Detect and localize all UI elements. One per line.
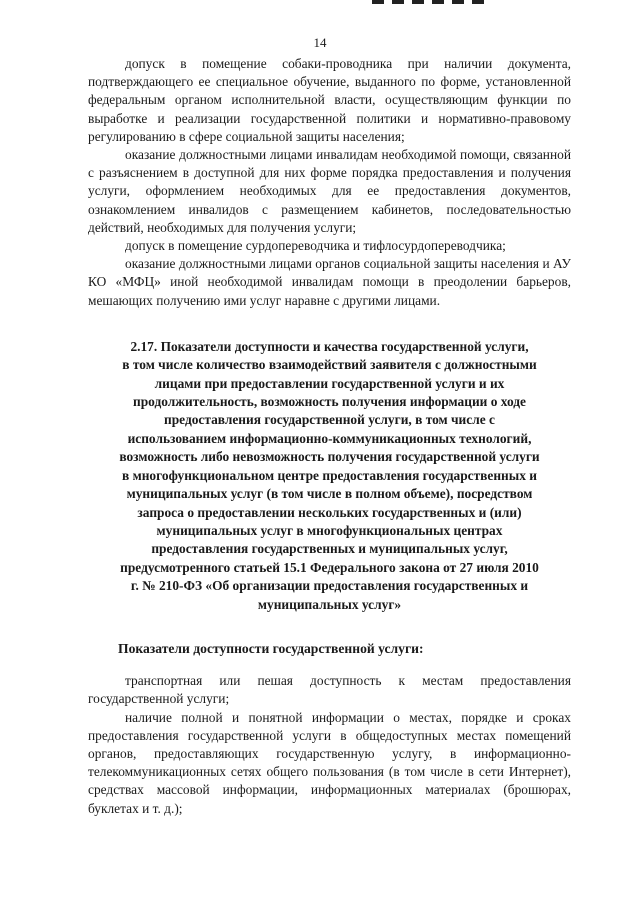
scan-edge-marks [372, 0, 492, 4]
subheading-accessibility-indicators: Показатели доступности государственной услуги: [118, 640, 424, 656]
heading-line: предоставления государственных и муниципальных услуг, [151, 541, 508, 557]
heading-line: предоставления государственной услуги, в том числе с [164, 412, 495, 428]
heading-line: использованием информационно-коммуникационных технологий, [127, 430, 532, 446]
paragraph-sign-interpreter: допуск в помещение сурдопереводчика и тифлосурдопереводчика; [125, 238, 506, 254]
paragraph-official-assistance: оказание должностными лицами инвалидам необходимой помощи, связанной с разъяснением в доступной для них форме порядка предоставления и получения услуги, оформлением необходимых для ее предоставления документов, ознакомлением инвалидов с размещением кабинетов, последовательностью действий, необходимых для получения услуги; [88, 147, 571, 235]
heading-line: запроса о предоставлении нескольких государственных и (или) [137, 504, 522, 520]
heading-line: г. № 210-ФЗ «Об организации предоставления государственных и [130, 578, 529, 594]
heading-line: муниципальных услуг (в том числе в полном объеме), посредством [126, 486, 533, 502]
heading-line: возможность либо невозможность получения государственной услуги [119, 449, 540, 465]
paragraph-barrier-help: оказание должностными лицами органов социальной защиты населения и АУ КО «МФЦ» иной необходимой инвалидам помощи в преодолении барьеров, мешающих получению ими услуг наравне с другими лицами. [88, 256, 571, 308]
heading-line: в том числе количество взаимодействий заявителя с должностными [122, 357, 537, 373]
page-number: 14 [313, 35, 327, 50]
heading-line: в многофункциональном центре предоставления государственных и [122, 467, 537, 483]
spacer [88, 658, 571, 672]
paragraph-information-availability: наличие полной и понятной информации о местах, порядке и сроках предоставления государственной услуги в общедоступных местах помещений органов, предоставляющих государственную услугу, в информационно-телекоммуникационных сетях общего пользования (в том числе в сети Интернет), средствах массовой информации, информационных материалах (брошюрах, буклетах и т. д.); [88, 709, 571, 816]
paragraph-guide-dog-access: допуск в помещение собаки-проводника при наличии документа, подтверждающего ее специальное обучение, выданного по форме, установленной федеральным органом исполнительной власти, осуществляющим функции по выработке и реализации государственной политики и нормативно-правовому регулированию в сфере социальной защиты населения; [88, 56, 571, 144]
heading-line: муниципальных услуг в многофункциональных центрах [156, 522, 503, 538]
heading-line: лицами при предоставлении государственной услуги и их [154, 375, 505, 391]
heading-line: предусмотренного статьей 15.1 Федерального закона от 27 июля 2010 [120, 559, 539, 575]
document-body [88, 55, 571, 818]
heading-line: 2.17. Показатели доступности и качества государственной услуги, [130, 338, 529, 354]
heading-line: муниципальных услуг» [257, 596, 402, 612]
heading-line: продолжительность, возможность получения информации о ходе [133, 394, 526, 410]
section-heading-2-17 [88, 338, 571, 614]
paragraph-transport-access: транспортная или пешая доступность к местам предоставления государственной услуги; [88, 673, 571, 707]
